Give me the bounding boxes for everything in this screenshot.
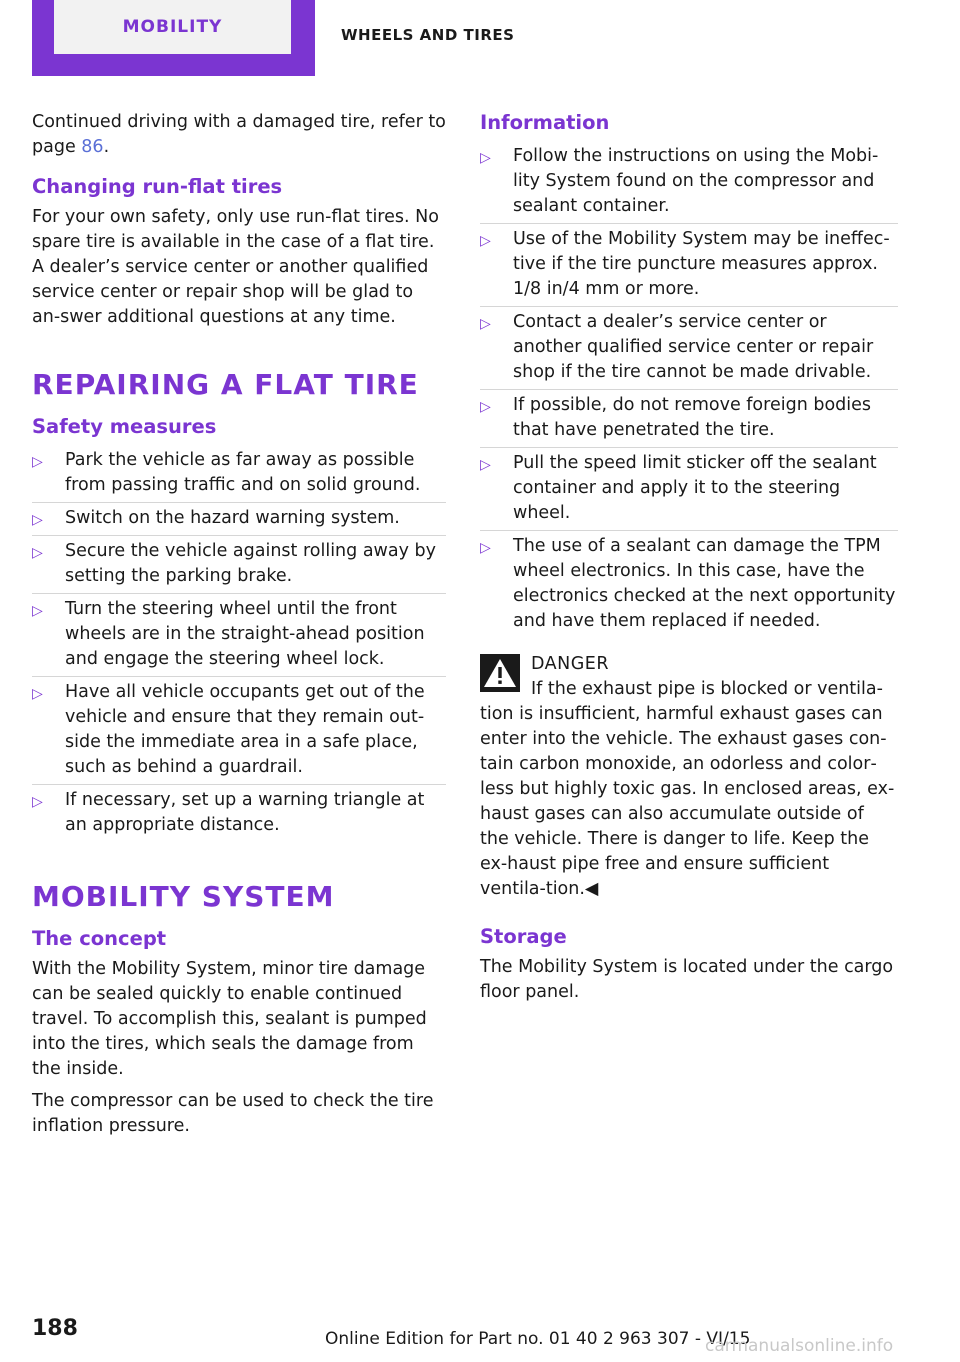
compressor-paragraph: The compressor can be used to check the tire inflation pressure. <box>32 1091 434 1136</box>
safety-heading: Safety measures <box>32 415 217 438</box>
left-column <box>32 110 446 1146</box>
concept-paragraph: With the Mobility System, minor tire damage can be sealed quickly to enable continued travel. To accomplish this, sealant is pumped into the tires, which seals the damage from the inside. <box>32 959 427 1079</box>
list-item: ▷ Secure the vehicle against rolling away by setting the parking brake. <box>32 536 446 594</box>
intro-text: Continued driving with a damaged tire, refer to page <box>32 112 446 157</box>
information-heading: Information <box>480 111 610 134</box>
storage-heading: Storage <box>480 925 567 948</box>
concept-heading: The concept <box>32 927 167 950</box>
storage-paragraph: The Mobility System is located under the cargo floor panel. <box>480 957 894 1002</box>
repairing-heading: REPAIRING A FLAT TIRE <box>32 368 419 401</box>
page-link[interactable]: 86 <box>81 137 104 157</box>
danger-text: tion is insufficient, harmful exhaust gases can enter into the vehicle. The exhaust gases con‐tain carbon monoxide, an odorless and color‐less but highly toxic gas. In enclosed areas, ex‐haust gases can also accumulate outside of the vehicle. There is danger to life. Keep the ex‐haust pipe free and ensure sufficient ventila‐tion.◀ <box>480 704 895 899</box>
list-item: ▷ Turn the steering wheel until the front wheels are in the straight-ahead position and engage the steering wheel lock. <box>32 594 446 677</box>
list-item: ▷ Use of the Mobility System may be ineffec‐tive if the tire puncture measures approx. 1/8 in/4 mm or more. <box>480 224 898 307</box>
right-column <box>480 110 898 1012</box>
danger-notice <box>480 652 898 902</box>
danger-label: DANGER <box>531 654 610 674</box>
intro-end: . <box>103 137 110 157</box>
arrow-icon: ▷ <box>32 686 43 702</box>
warning-triangle-icon <box>480 654 520 692</box>
watermark: carmanualsonline.info <box>705 1336 894 1356</box>
list-item: ▷ Contact a dealer’s service center or another qualified service center or repair shop if the tire cannot be made drivable. <box>480 307 898 390</box>
arrow-icon: ▷ <box>32 545 43 561</box>
list-item: ▷ If possible, do not remove foreign bodies that have penetrated the tire. <box>480 390 898 448</box>
information-list <box>480 141 898 638</box>
arrow-icon: ▷ <box>480 457 491 473</box>
list-item: ▷ Switch on the hazard warning system. <box>32 503 446 536</box>
list-item: ▷ If necessary, set up a warning triangle at an appropriate distance. <box>32 790 425 835</box>
intro-paragraph <box>32 110 446 160</box>
arrow-icon: ▷ <box>480 316 491 332</box>
section-tab-label: WHEELS AND TIRES <box>341 26 515 44</box>
chapter-tab[interactable] <box>32 0 315 76</box>
list-item: ▷ Park the vehicle as far away as possible from passing traffic and on solid ground. <box>32 445 446 503</box>
edition-footer: Online Edition for Part no. 01 40 2 963 307 - VI/15 <box>325 1329 751 1349</box>
page-number: 188 <box>32 1316 78 1341</box>
chapter-tab-inner <box>54 0 291 54</box>
mobility-heading: MOBILITY SYSTEM <box>32 880 335 913</box>
runflat-paragraph: For your own safety, only use run-flat tires. No spare tire is available in the case of a flat tire. A dealer’s service center or another qualified service center or repair shop will be glad to an‐swer additional questions at any time. <box>32 207 439 327</box>
arrow-icon: ▷ <box>480 233 491 249</box>
arrow-icon: ▷ <box>32 794 43 810</box>
arrow-icon: ▷ <box>32 512 43 528</box>
safety-list <box>32 445 446 842</box>
arrow-icon: ▷ <box>480 540 491 556</box>
danger-first-line: If the exhaust pipe is blocked or ventila‐ <box>531 679 883 699</box>
list-item: ▷ Pull the speed limit sticker off the sealant container and apply it to the steering wheel. <box>480 448 898 531</box>
arrow-icon: ▷ <box>480 399 491 415</box>
list-item: ▷ Follow the instructions on using the Mobi‐lity System found on the compressor and sealant container. <box>480 141 898 224</box>
chapter-tab-label: MOBILITY <box>122 17 223 37</box>
list-item: ▷ Have all vehicle occupants get out of the vehicle and ensure that they remain out‐side the immediate area in a safe place, such as behind a guardrail. <box>32 677 446 785</box>
list-item: ▷ The use of a sealant can damage the TPM wheel electronics. In this case, have the electronics checked at the next opportunity and have them replaced if needed. <box>480 536 896 631</box>
arrow-icon: ▷ <box>32 603 43 619</box>
runflat-heading: Changing run-flat tires <box>32 175 283 198</box>
arrow-icon: ▷ <box>480 150 491 166</box>
arrow-icon: ▷ <box>32 454 43 470</box>
